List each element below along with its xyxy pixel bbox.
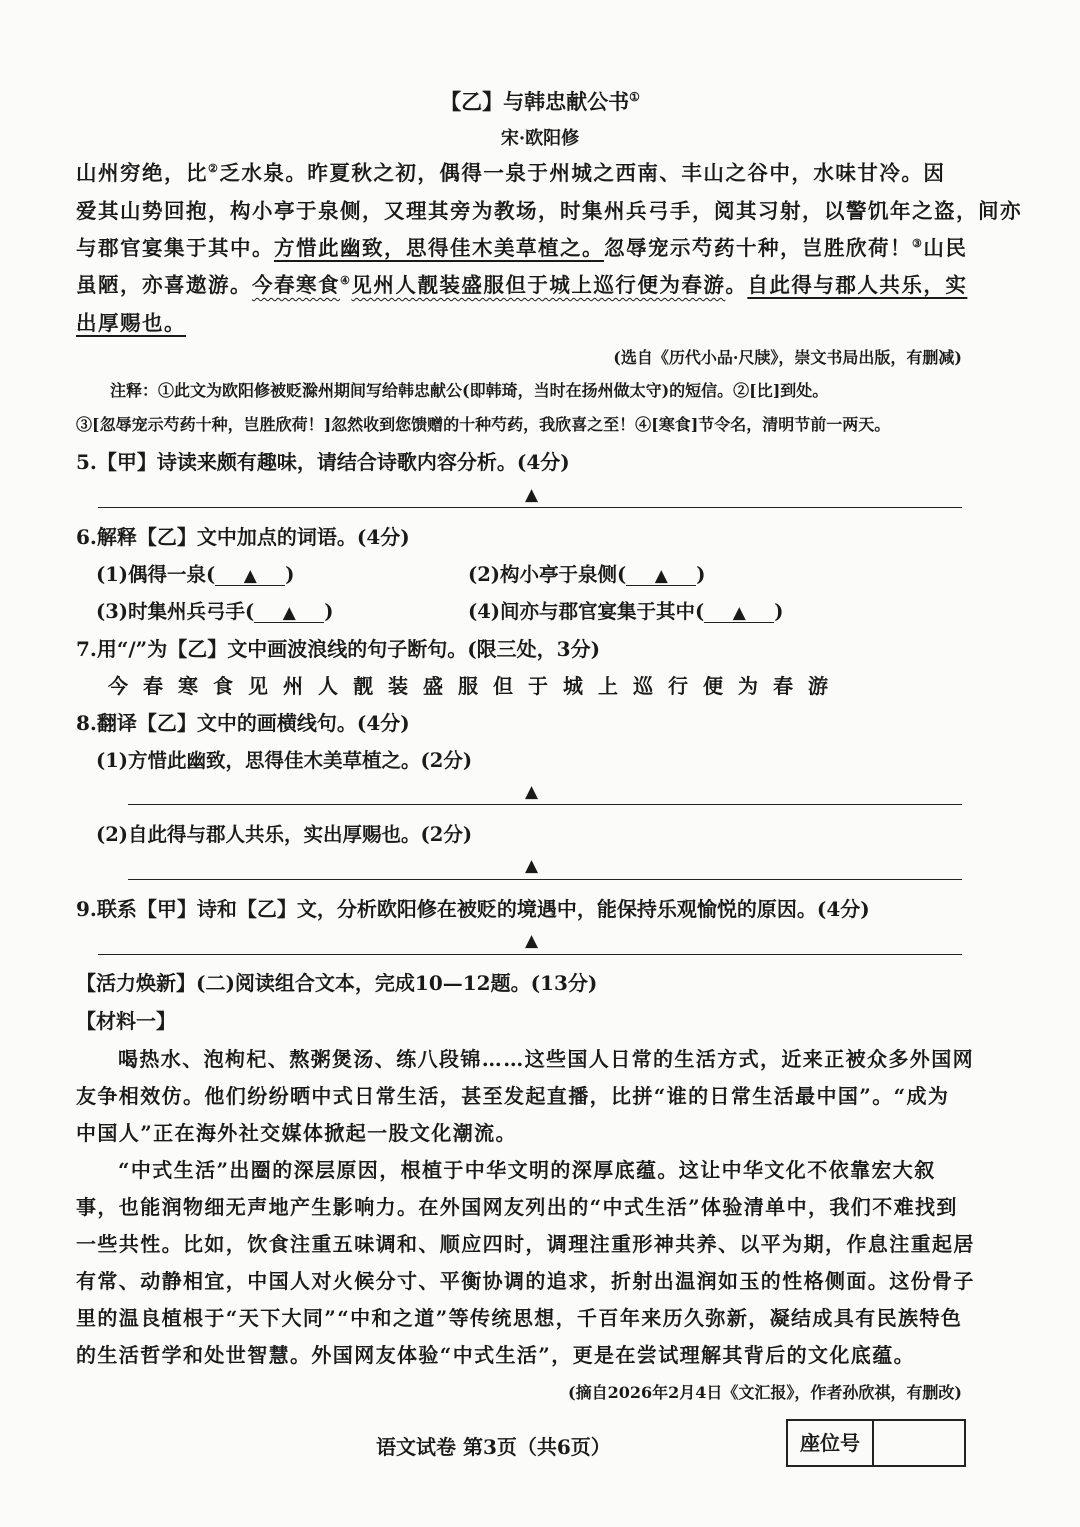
- question-8: 8.翻译【乙】文中的画横线句。(4分): [76, 711, 410, 735]
- wavy-underlined-sentence: 见州人靓装盛服但于城上巡行便为春游: [351, 273, 726, 297]
- passage-text: 忽辱宠示芍药十种，岂胜欣荷！: [604, 236, 912, 260]
- passage-author: 宋·欧阳修: [500, 128, 580, 149]
- answer-mark: ▲: [732, 603, 746, 623]
- q6-item-text: (2)构小亭于泉侧(: [468, 563, 627, 586]
- material-line: 中国人”正在海外社交媒体掀起一股文化潮流。: [76, 1121, 517, 1145]
- material-line: 友争相效仿。他们纷纷晒中式日常生活，甚至发起直播，比拼“谁的日常生活最中国”。“成为: [76, 1084, 950, 1108]
- q6-close-paren: ): [696, 563, 706, 586]
- question-5: 5.【甲】诗读来颇有趣味，请结合诗歌内容分析。(4分): [76, 450, 570, 474]
- q6-item-1: [96, 559, 294, 587]
- q6-close-paren: ): [774, 600, 784, 623]
- passage-text: 与郡官宴集于其中。: [76, 236, 274, 260]
- material-label: 【材料一】: [76, 1009, 176, 1033]
- seat-number-label: 座位号: [788, 1421, 874, 1465]
- passage-text: 虽陋，亦喜遨游。: [76, 273, 252, 297]
- passage-text: 。: [725, 273, 748, 297]
- answer-mark: ▲: [243, 566, 257, 586]
- title-footnote-mark: ①: [629, 90, 640, 104]
- page-footer: 语文试卷 第3页（共6页）: [376, 1435, 611, 1459]
- passage-line: [76, 268, 967, 298]
- question-9: 9.联系【甲】诗和【乙】文，分析欧阳修在被贬的境遇中，能保持乐观愉悦的原因。(4分): [76, 897, 870, 921]
- answer-blank[interactable]: [704, 604, 774, 623]
- seat-number-field[interactable]: [874, 1421, 962, 1465]
- answer-blank[interactable]: [626, 567, 696, 586]
- answer-mark: ▲: [654, 566, 668, 586]
- footnote-mark: ③: [912, 237, 924, 251]
- answer-blank[interactable]: [215, 567, 285, 586]
- footnote-mark: ④: [340, 274, 352, 288]
- answer-mark: ▲: [525, 931, 539, 951]
- footnote-mark: ②: [208, 162, 220, 176]
- passage-title-text: 【乙】与韩忠献公书: [440, 89, 630, 114]
- q6-item-text: (4)间亦与郡官宴集于其中(: [468, 600, 705, 623]
- wavy-underlined-sentence: 今春寒食: [252, 273, 340, 297]
- passage-note: 注释：①此文为欧阳修被贬滁州期间写给韩忠献公(即韩琦，当时在扬州做太守)的短信。②[比]到处。: [110, 381, 829, 400]
- passage-line: [76, 194, 1022, 224]
- answer-mark: ▲: [525, 782, 539, 802]
- answer-mark: ▲: [525, 485, 539, 505]
- material-line: 一些共性。比如，饮食注重五味调和、顺应四时，调理注重形神共养、以平为期，作息注重起居: [76, 1232, 975, 1256]
- passage-text: 山州穷绝，比: [76, 161, 208, 185]
- passage-line: [76, 231, 967, 261]
- material-line: 喝热水、泡枸杞、熬粥煲汤、练八段锦……这些国人日常的生活方式，近来正被众多外国网: [118, 1047, 974, 1071]
- passage-text: 乏水泉。昨夏秋之初，偶得一泉于州城之西南、丰山之谷中，水味甘冷。因: [219, 161, 946, 185]
- answer-line[interactable]: [128, 804, 962, 805]
- question-6: 6.解释【乙】文中加点的词语。(4分): [76, 525, 410, 549]
- passage-source: (选自《历代小品·尺牍》，崇文书局出版，有删减): [613, 348, 962, 367]
- question-7: 7.用“/”为【乙】文中画波浪线的句子断句。(限三处，3分): [76, 637, 601, 661]
- underlined-sentence: 出厚赐也。: [76, 311, 186, 335]
- answer-blank[interactable]: [254, 604, 324, 623]
- q6-item-text: (3)时集州兵弓手(: [96, 600, 255, 623]
- q6-close-paren: ): [285, 563, 295, 586]
- material-line: “中式生活”出圈的深层原因，根植于中华文明的深厚底蕴。这让中华文化不依靠宏大叙: [118, 1158, 936, 1182]
- q6-item-4: [468, 596, 783, 624]
- material-line: 事，也能润物细无声地产生影响力。在外国网友列出的“中式生活”体验清单中，我们不难找到: [76, 1195, 958, 1219]
- material-source: (摘自2026年2月4日《文汇报》，作者孙欣祺，有删改): [568, 1383, 962, 1402]
- answer-line[interactable]: [98, 954, 962, 955]
- answer-mark: ▲: [282, 603, 296, 623]
- seat-number-box: [786, 1419, 966, 1467]
- answer-line[interactable]: [98, 507, 962, 508]
- section-heading: 【活力焕新】(二)阅读组合文本，完成10—12题。(13分): [76, 971, 598, 995]
- answer-mark: ▲: [525, 856, 539, 876]
- passage-text: 山民: [923, 236, 968, 260]
- material-line: 有常、动静相宜，中国人对火候分寸、平衡协调的追求，折射出温润如玉的性格侧面。这份骨子: [76, 1269, 975, 1293]
- material-line: 里的温良植根于“天下大同”“中和之道”等传统思想，千百年来历久弥新，凝结成具有民族特色: [76, 1306, 963, 1330]
- passage-line: [76, 306, 186, 336]
- q6-item-2: [468, 559, 705, 587]
- underlined-sentence: 自此得与郡人共乐，实: [747, 273, 968, 297]
- q6-item-3: [96, 596, 333, 624]
- underlined-sentence: 方惜此幽致，思得佳木美草植之。: [274, 236, 604, 260]
- material-line: 的生活哲学和处世智慧。外国网友体验“中式生活”，更是在尝试理解其背后的文化底蕴。: [76, 1343, 916, 1367]
- q8-item-2: (2)自此得与郡人共乐，实出厚赐也。(2分): [96, 823, 473, 846]
- q6-close-paren: ): [324, 600, 334, 623]
- q7-sentence[interactable]: 今春寒食见州人靓装盛服但于城上巡行便为春游: [108, 674, 843, 698]
- passage-title: [0, 86, 1080, 116]
- answer-line[interactable]: [128, 879, 962, 880]
- passage-note: ③[忽辱宠示芍药十种，岂胜欣荷！]忽然收到您馈赠的十种芍药，我欣喜之至！④[寒食]节令名，清明节前一两天。: [76, 415, 891, 434]
- q6-item-text: (1)偶得一泉(: [96, 563, 216, 586]
- q8-item-1: (1)方惜此幽致，思得佳木美草植之。(2分): [96, 749, 473, 772]
- passage-text: 爱其山势回抱，构小亭于泉侧，又理其旁为教场，时集州兵弓手，阅其习射，以警饥年之盗，间亦: [76, 199, 1022, 223]
- passage-line: [76, 156, 945, 186]
